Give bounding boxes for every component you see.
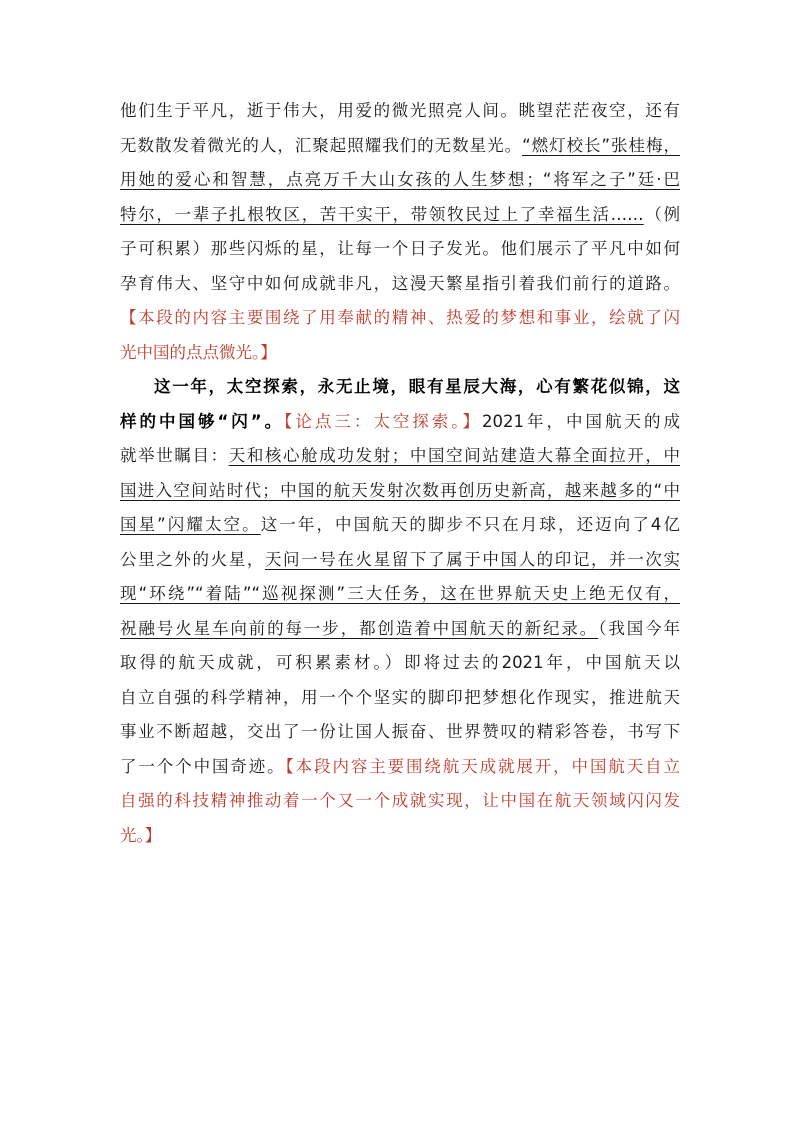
- annotation-line: 光中国的点点微光。】: [120, 342, 277, 362]
- text-line: 孕育伟大、坚守中如何成就非凡，这漫天繁星指引着我们前行的道路。: [120, 273, 680, 293]
- underlined-text: 天和核心舱成功发射；中国空间站建造大幕全面拉开，中: [228, 446, 681, 465]
- annotation-line: 光。】: [120, 825, 162, 845]
- text-line: 公里之外的火星，天问一号在火星留下了属于中国人的印记，并一次实: [120, 549, 681, 569]
- text-line: 特尔，一辈子扎根牧区，苦干实干，带领牧民过上了幸福生活……（例: [120, 204, 681, 224]
- underlined-text: 天问一号在火星留下了属于中国人的印记，并一次实: [264, 549, 681, 569]
- text-line: 了一个个中国奇迹。【本段内容主要围绕航天成就展开，中国航天自立: [120, 756, 681, 776]
- underlined-text: 国星”闪耀太空。: [120, 515, 261, 534]
- text-line: 国星”闪耀太空。这一年，中国航天的脚步不只在月球，还迈向了4亿: [120, 515, 680, 534]
- underlined-text: 用她的爱心和智慧，点亮万千大山女孩的人生梦想；“将军之子”廷·巴: [120, 170, 680, 189]
- text-line: 就举世瞩目：天和核心舱成功发射；中国空间站建造大幕全面拉开，中: [120, 446, 681, 465]
- document-page: [120, 94, 680, 853]
- text-line: 无数散发着微光的人，汇聚起照耀我们的无数星光。“燃灯校长”张桂梅，: [120, 135, 680, 155]
- annotation-line: 【本段的内容主要围绕了用奉献的精神、热爱的梦想和事业，绘就了闪: [120, 308, 680, 327]
- annotation-text: 【论点三：太空探索。】: [284, 411, 483, 431]
- underlined-text: 现“环绕”“着陆”“巡视探测”三大任务，这在世界航天史上绝无仅有，: [120, 584, 680, 603]
- text-line: 他们生于平凡，逝于伟大，用爱的微光照亮人间。眺望茫茫夜空，还有: [120, 101, 680, 120]
- annotation-text: 【本段内容主要围绕航天成就展开，中国航天自立: [285, 756, 681, 776]
- underlined-text: “燃灯校长”张桂梅，: [522, 135, 680, 155]
- text-line: 子可积累）那些闪烁的星，让每一个日子发光。他们展示了平凡中如何: [120, 239, 680, 258]
- underlined-text: 国进入空间站时代；中国的航天发射次数再创历史新高，越来越多的“中: [120, 480, 680, 500]
- underlined-text: 特尔，一辈子扎根牧区，苦干实干，带领牧民过上了幸福生活……: [120, 204, 644, 224]
- text-line: [120, 474, 680, 509]
- text-line: 取得的航天成就，可积累素材。）即将过去的2021年，中国航天以: [120, 653, 680, 672]
- bold-heading-line: 这一年，太空探索，永无止境，眼有星辰大海，心有繁花似锦，这: [154, 377, 680, 396]
- text-line: 祝融号火星车向前的每一步，都创造着中国航天的新纪录。（我国今年: [120, 618, 681, 638]
- underlined-text: 祝融号火星车向前的每一步，都创造着中国航天的新纪录。: [120, 618, 599, 638]
- text-line: [120, 577, 680, 612]
- text-line: [120, 163, 680, 198]
- text-line: 样的中国够“闪”。【论点三：太空探索。】2021年，中国航天的成: [120, 411, 680, 431]
- text-line: 事业不断超越，交出了一份让国人振奋、世界赞叹的精彩答卷，书写下: [120, 722, 680, 741]
- text-line: 自立自强的科学精神，用一个个坚实的脚印把梦想化作现实，推进航天: [120, 687, 680, 707]
- annotation-line: 自强的科技精神推动着一个又一个成就实现，让中国在航天领域闪闪发: [120, 791, 680, 810]
